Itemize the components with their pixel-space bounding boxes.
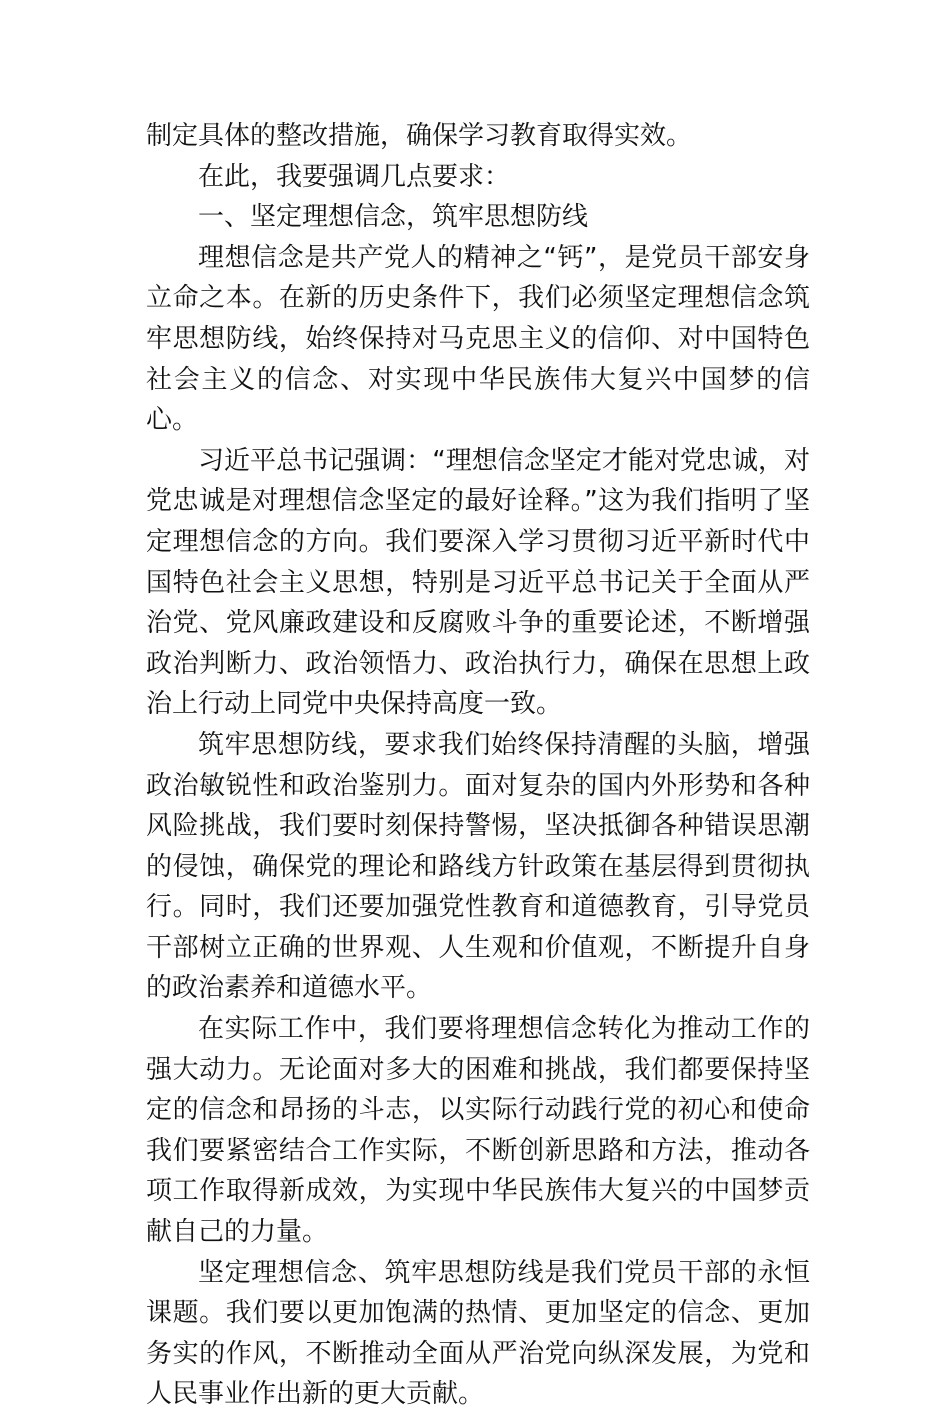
paragraph-conclusion: 坚定理想信念、筑牢思想防线是我们党员干部的永恒课题。我们要以更加饱满的热情、更加坚定的信念、更加务实的作风，不断推动全面从严治党向纵深发展，为党和人民事业作出新的更大贡献。 [146, 1257, 810, 1410]
paragraph-body: 在实际工作中，我们要将理想信念转化为推动工作的强大动力。无论面对多大的困难和挑战，我们都要保持坚定的信念和昂扬的斗志，以实际行动践行党的初心和使命我们要紧密结合工作实际，不断创新思路和方法，推动各项工作取得新成效，为实现中华民族伟大复兴的中国梦贡献自己的力量。 [146, 1014, 810, 1248]
paragraph-body: 习近平总书记强调：“理想信念坚定才能对党忠诚，对党忠诚是对理想信念坚定的最好诠释。”这为我们指明了坚定理想信念的方向。我们要深入学习贯彻习近平新时代中国特色社会主义思想，特别是习近平总书记关于全面从严治党、党风廉政建设和反腐败斗争的重要论述，不断增强政治判断力、政治领悟力、政治执行力，确保在思想上政治上行动上同党中央保持高度一致。 [146, 445, 810, 720]
paragraph-intro: 在此，我要强调几点要求： [198, 161, 511, 192]
paragraph-body: 理想信念是共产党人的精神之“钙”，是党员干部安身立命之本。在新的历史条件下，我们必须坚定理想信念筑牢思想防线，始终保持对马克思主义的信仰、对中国特色社会主义的信念、对实现中华民族伟大复兴中国梦的信心。 [146, 242, 810, 436]
document-page [146, 116, 810, 1415]
paragraph-continuation: 制定具体的整改措施，确保学习教育取得实效。 [146, 121, 693, 151]
section-heading: 一、坚定理想信念，筑牢思想防线 [198, 202, 589, 233]
paragraph-body: 筑牢思想防线，要求我们始终保持清醒的头脑，增强政治敏锐性和政治鉴别力。面对复杂的国内外形势和各种风险挑战，我们要时刻保持警惕，坚决抵御各种错误思潮的侵蚀，确保党的理论和路线方针政策在基层得到贯彻执行。同时，我们还要加强党性教育和道德教育，引导党员干部树立正确的世界观、人生观和价值观，不断提升自身的政治素养和道德水平。 [146, 729, 810, 1004]
